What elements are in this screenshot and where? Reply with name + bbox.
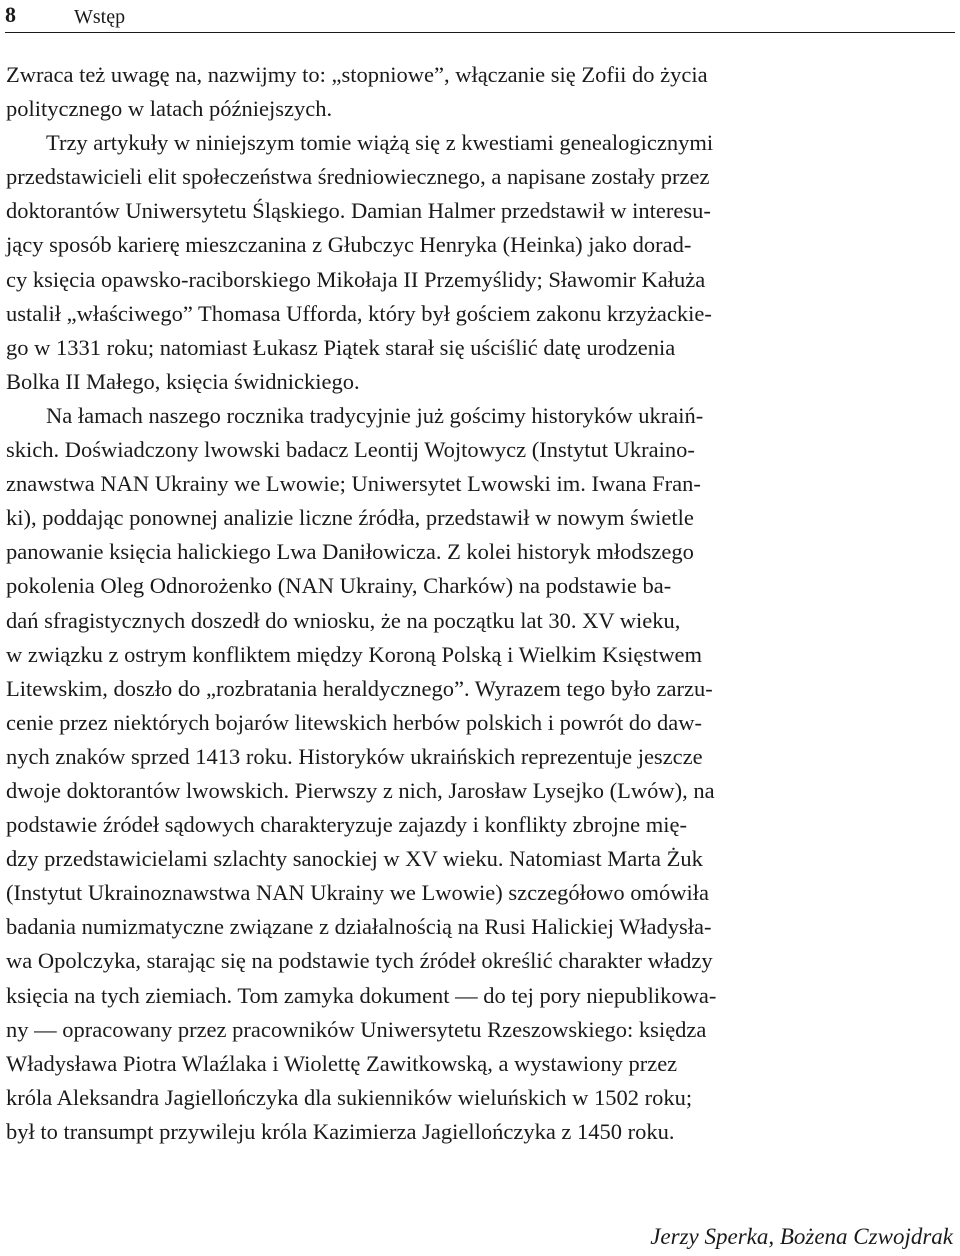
running-header: [5, 0, 955, 33]
page-number: 8: [5, 2, 16, 27]
paragraph-2: Trzy artykuły w niniejszym tomie wiążą się z kwestiami genealogicznymi przedstawicieli elit społeczeństwa średniowiecznego, a napisane zostały przez doktorantów Uniwersytetu Śląskiego. Damian Halmer przedstawił w interesu- jący sposób karierę mieszczanina z Głubczyc Henryka (Heinka) jako dorad- cy księcia opawsko-raciborskiego Mikołaja II Przemyślidy; Sławomir Kałuża ustalił „właściwego” Thomasa Ufforda, który był gościem zakonu krzyżackie- go w 1331 roku; natomiast Łukasz Piątek starał się uściślić datę urodzenia Bolka II Małego, księcia świdnickiego.: [6, 130, 714, 394]
authors-signature: Jerzy Sperka, Bożena Czwojdrak: [650, 1224, 953, 1249]
paragraph-3: Na łamach naszego rocznika tradycyjnie już gościmy historyków ukraiń- skich. Doświadczony lwowski badacz Leontij Wojtowycz (Instytut Ukraino- znawstwa NAN Ukrainy we Lwowie; Uniwersytet Lwowski im. Iwana Fran- ki), poddając ponownej analizie liczne źródła, przedstawił w nowym świetle panowanie księcia halickiego Lwa Daniłowicza. Z kolei historyk młodszego pokolenia Oleg Odnorożenko (NAN Ukrainy, Charków) na podstawie ba- dań sfragistycznych doszedł do wniosku, że na początku lat 30. XV wieku, w związku z ostrym konfliktem między Koroną Polską i Wielkim Księstwem Litewskim, doszło do „rozbratania heraldycznego”. Wyrazem tego było zarzu- cenie przez niektórych bojarów litewskich herbów polskich i powrót do daw- nych znaków sprzed 1413 roku. Historyków ukraińskich reprezentuje jeszcze dwoje doktorantów lwowskich. Pierwszy z nich, Jarosław Lysejko (Lwów), na podstawie źródeł sądowych charakteryzuje zajazdy i konflikty zbrojne mię- dzy przedstawicielami szlachty sanockiej w XV wieku. Natomiast Marta Żuk (Instytut Ukrainoznawstwa NAN Ukrainy we Lwowie) szczegółowo omówiła badania numizmatyczne związane z działalnością na Rusi Halickiej Władysła- wa Opolczyka, starając się na podstawie tych źródeł określić charakter władzy księcia na tych ziemiach. Tom zamyka dokument — do tej pory niepublikowa- ny — opracowany przez pracowników Uniwersytetu Rzeszowskiego: księdza Władysława Piotra Wlaźlaka i Wiolettę Zawitkowską, a wystawiony przez króla Aleksandra Jagiellończyka dla sukienników wieluńskich w 1502 roku; był to transumpt przywileju króla Kazimierza Jagiellończyka z 1450 roku.: [6, 402, 717, 1144]
body-text: [6, 58, 956, 1149]
running-header-title: Wstęp: [74, 6, 126, 28]
paragraph-1: Zwraca też uwagę na, nazwijmy to: „stopniowe”, włączanie się Zofii do życia politycznego w latach późniejszych.: [6, 62, 708, 122]
